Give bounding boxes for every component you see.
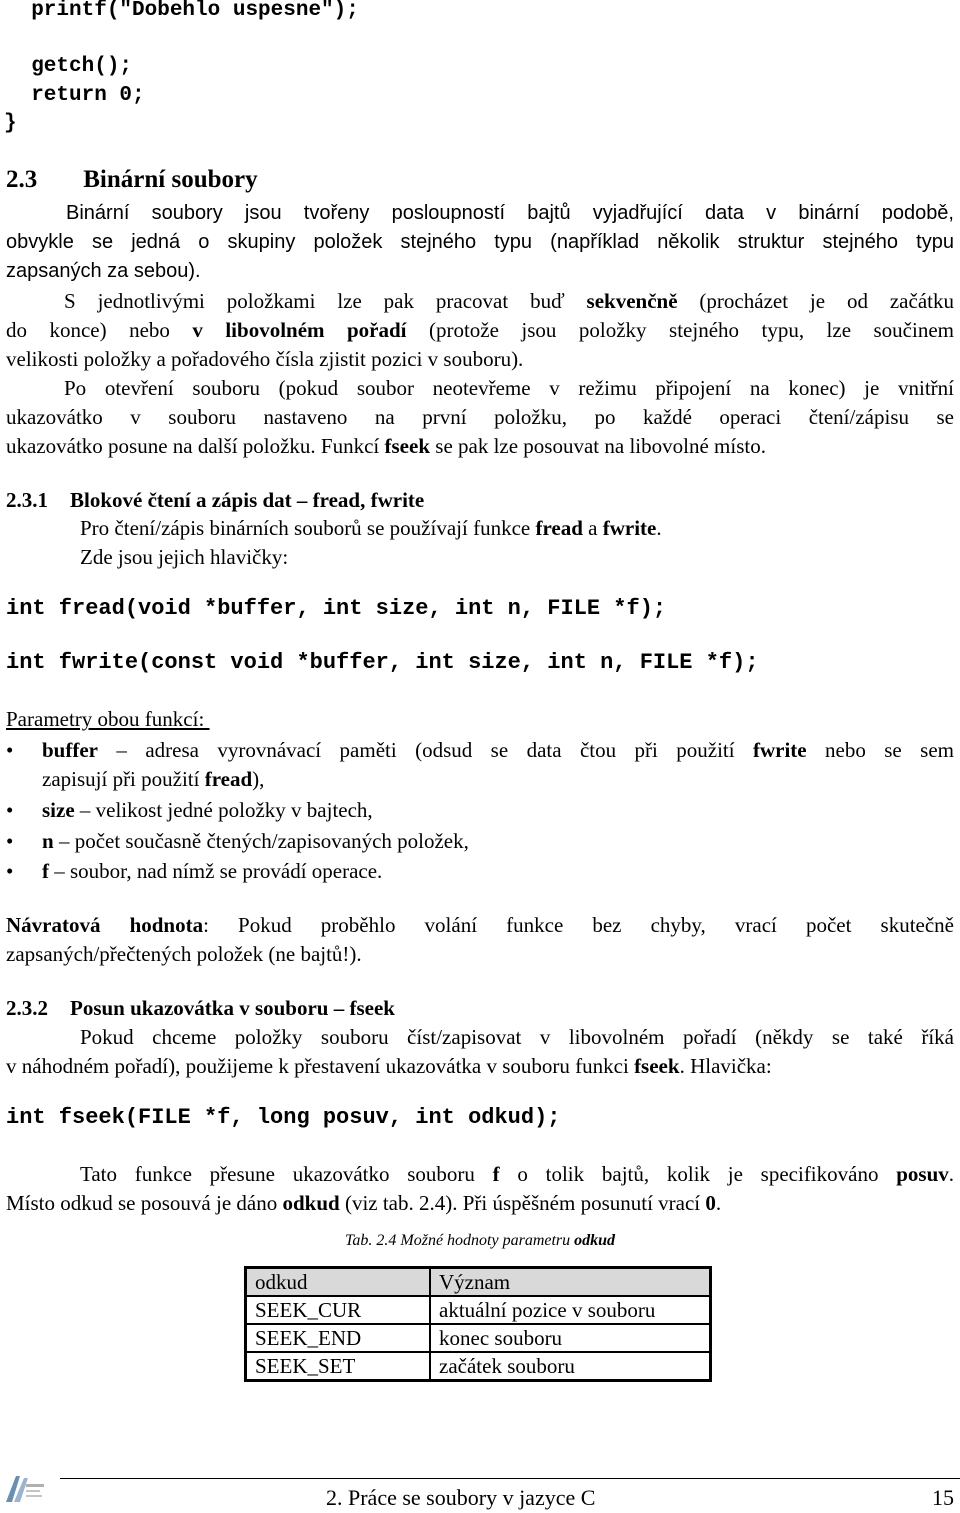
text-run: .	[656, 516, 662, 540]
paragraph-line: Po otevření souboru (pokud soubor neotevřeme v režimu připojení na konec) je vnitřní	[64, 376, 954, 400]
subsection-heading	[6, 995, 395, 1021]
table-cell: začátek souboru	[430, 1352, 711, 1381]
list-item	[42, 858, 382, 884]
section-heading	[6, 167, 258, 193]
text-run: ),	[252, 767, 265, 791]
paragraph-line	[6, 1053, 772, 1079]
bullet-icon: •	[6, 829, 14, 853]
paragraph-line: velikosti položky a pořadového čísla zjistit pozici v souboru).	[6, 347, 524, 371]
param-term: size	[42, 798, 75, 822]
param-term: n	[42, 829, 54, 853]
text-run: ukazovátko posune na další položku. Funkcí	[6, 434, 385, 458]
retval-label: Návratová hodnota	[6, 913, 204, 937]
text-run: S jednotlivými položkami lze pak pracovat buď	[64, 289, 587, 313]
section-number: 2.3	[6, 166, 38, 193]
list-item-continuation	[42, 766, 264, 792]
paragraph-line	[6, 1190, 721, 1216]
text-run: do konce) nebo	[6, 318, 193, 342]
code-line: printf("Dobehlo uspesne");	[6, 0, 359, 22]
code-line: }	[4, 112, 17, 135]
table-header-cell: odkud	[246, 1268, 431, 1297]
table-cell: SEEK_END	[246, 1324, 431, 1352]
text-run: nebo se sem	[806, 738, 954, 762]
paragraph-line	[80, 1161, 954, 1187]
paragraph-line	[6, 317, 954, 343]
paragraph-line: Zde jsou jejich hlavičky:	[80, 545, 289, 569]
paragraph-line	[6, 912, 954, 938]
text-run: a	[582, 516, 603, 540]
emphasis-fread: fread	[204, 767, 253, 791]
param-term: f	[42, 859, 49, 883]
code-fseek-prototype: int fseek(FILE *f, long posuv, int odkud);	[6, 1105, 561, 1130]
subsection-number: 2.3.1	[6, 488, 48, 512]
text-run: Tato funkce přesune ukazovátko souboru	[80, 1162, 493, 1186]
text-run: – adresa vyrovnávací paměti (odsud se data čtou při použití	[98, 738, 753, 762]
emphasis-fwrite: fwrite	[602, 516, 657, 540]
list-item	[42, 737, 954, 763]
paragraph-line: zapsaných/přečtených položek (ne bajtů!).	[6, 942, 362, 966]
paragraph-line: Pokud chceme položky souboru číst/zapisovat v libovolném pořadí (někdy se také říká	[80, 1025, 954, 1049]
text-run: Místo odkud se posouvá je dáno	[6, 1191, 283, 1215]
table-header-cell: Význam	[430, 1268, 711, 1297]
bullet-icon: •	[6, 738, 14, 762]
list-item	[42, 797, 373, 823]
params-heading: Parametry obou funkcí:	[6, 707, 210, 731]
emphasis-fread: fread	[535, 516, 583, 540]
text-run: Pro čtení/zápis binárních souborů se používají funkce	[80, 516, 536, 540]
footer-chapter: 2. Práce se soubory v jazyce C	[326, 1485, 596, 1510]
text-run: se pak lze posouvat na libovolné místo.	[430, 434, 766, 458]
emphasis-odkud: odkud	[574, 1232, 616, 1249]
bullet-icon: •	[6, 859, 14, 883]
code-fwrite-prototype: int fwrite(const void *buffer, int size, int n, FILE *f);	[6, 650, 759, 675]
emphasis-fseek: fseek	[384, 434, 431, 458]
footer-divider	[60, 1478, 960, 1479]
emphasis-fseek: fseek	[634, 1054, 680, 1078]
text-run: v náhodném pořadí), použijeme k přestavení ukazovátka v souboru funkci	[6, 1054, 635, 1078]
paragraph-line	[6, 433, 766, 459]
text-run: (protože jsou položky stejného typu, lze součinem	[406, 318, 954, 342]
table-caption	[0, 1231, 960, 1251]
paragraph-line: obvykle se jedná o skupiny položek stejného typu (například několik struktur stejného typu	[6, 231, 954, 253]
text-run: Tab. 2.4 Možné hodnoty parametru	[344, 1232, 575, 1249]
paragraph-line: zapsaných za sebou).	[6, 260, 201, 282]
odkud-values-table	[244, 1266, 712, 1382]
text-run: (procházet je od začátku	[677, 289, 954, 313]
text-run: .	[715, 1191, 722, 1215]
text-run: (viz tab. 2.4). Při úspěšném posunutí vrací	[339, 1191, 706, 1215]
section-title: Binární soubory	[83, 166, 258, 193]
table-row	[246, 1324, 711, 1352]
paragraph-line: Binární soubory jsou tvořeny posloupností bajtů vyjadřující data v binární podobě,	[66, 202, 954, 224]
table-cell: SEEK_SET	[246, 1352, 431, 1381]
subsection-title: Posun ukazovátka v souboru – fseek	[70, 996, 395, 1020]
table-cell: SEEK_CUR	[246, 1296, 431, 1324]
emphasis-fwrite: fwrite	[752, 738, 807, 762]
text-run: .	[948, 1162, 954, 1186]
paragraph-line	[64, 288, 954, 314]
publisher-logo-icon	[2, 1472, 48, 1508]
table-header-row	[246, 1268, 711, 1297]
emphasis-libovolne-poradi: v libovolném pořadí	[192, 318, 407, 342]
subsection-number: 2.3.2	[6, 996, 48, 1020]
table-row	[246, 1296, 711, 1324]
text-run: zapisují při použití	[42, 767, 205, 791]
text-run: – soubor, nad nímž se provádí operace.	[49, 859, 383, 883]
subsection-title: Blokové čtení a zápis dat – fread, fwrite	[70, 488, 425, 512]
page-number: 15	[932, 1485, 954, 1510]
paragraph-line: ukazovátko v souboru nastaveno na první položku, po každé operaci čtení/zápisu se	[6, 405, 954, 429]
list-item	[42, 828, 469, 854]
paragraph-line	[80, 515, 662, 541]
emphasis-odkud: odkud	[282, 1191, 340, 1215]
text-run: . Hlavička:	[679, 1054, 772, 1078]
table-cell: konec souboru	[430, 1324, 711, 1352]
code-fread-prototype: int fread(void *buffer, int size, int n, FILE *f);	[6, 596, 667, 621]
emphasis-f: f	[492, 1162, 500, 1186]
emphasis-zero: 0	[705, 1191, 716, 1215]
text-run: o tolik bajtů, kolik je specifikováno	[499, 1162, 897, 1186]
table-row	[246, 1352, 711, 1381]
code-line: getch();	[6, 55, 133, 78]
table-cell: aktuální pozice v souboru	[430, 1296, 711, 1324]
bullet-icon: •	[6, 798, 14, 822]
emphasis-sekvencne: sekvenčně	[586, 289, 678, 313]
param-term: buffer	[42, 738, 98, 762]
emphasis-posuv: posuv	[896, 1162, 949, 1186]
text-run: – počet současně čtených/zapisovaných položek,	[53, 829, 469, 853]
code-line: return 0;	[6, 84, 145, 107]
subsection-heading	[6, 487, 424, 513]
text-run: : Pokud proběhlo volání funkce bez chyby, vrací počet skutečně	[203, 913, 954, 937]
text-run: – velikost jedné položky v bajtech,	[74, 798, 373, 822]
